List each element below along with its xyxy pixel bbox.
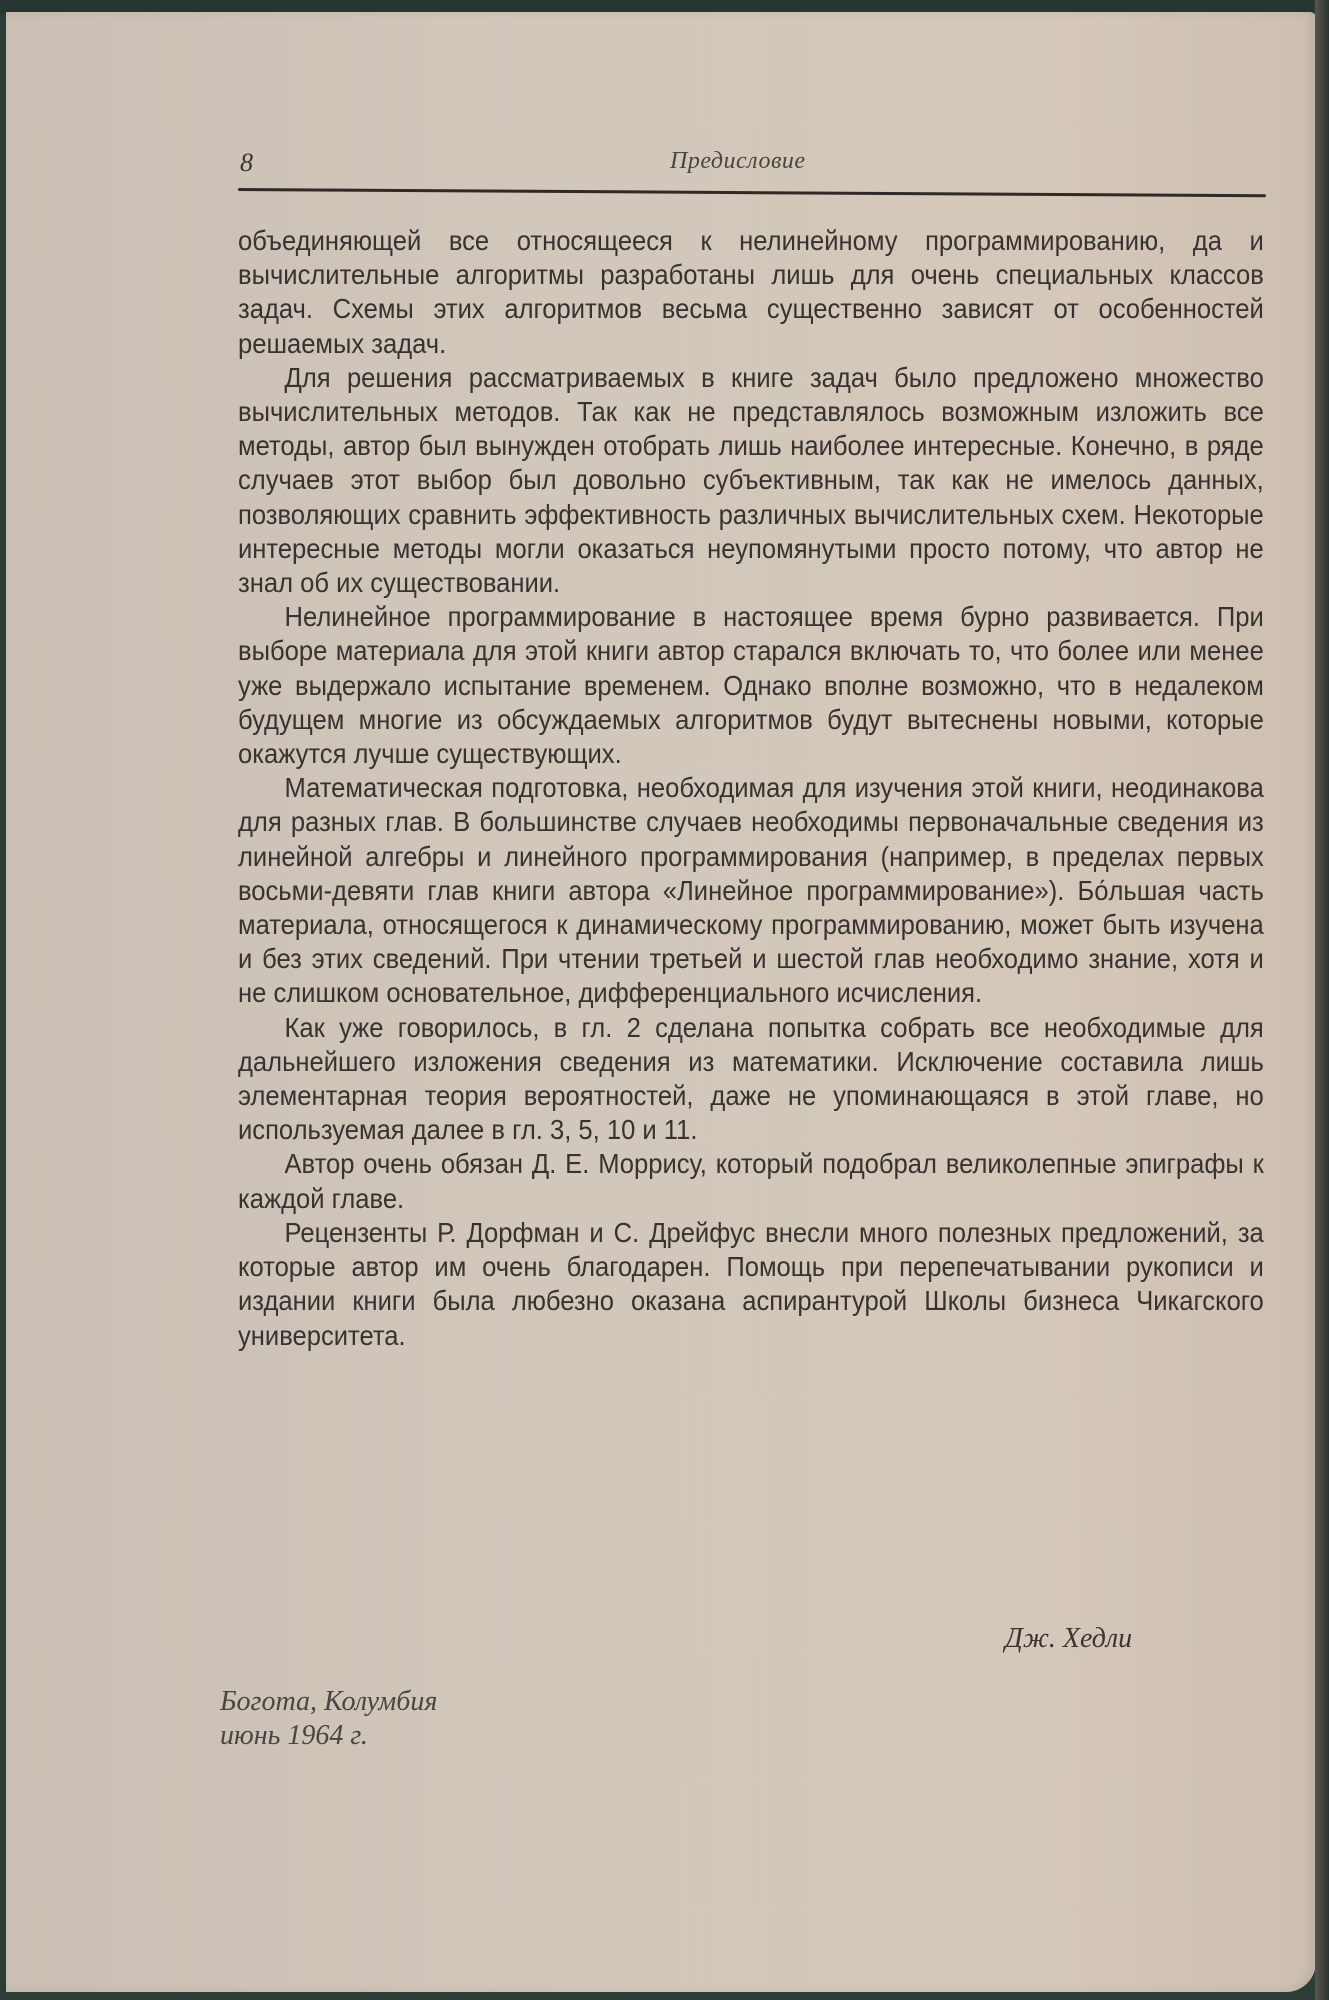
paragraph: Нелинейное программирование в настоящее время бурно развивается. При выборе материала для этой книги автор старался включать то, что более или менее уже выдержало испытание временем. Однако вполне возможно, что в недалеком будущем многие из обсуждаемых алгоритмов будут вытеснены новыми, которые окажутся лучше существующих. <box>238 601 1264 770</box>
date: июнь 1964 г. <box>220 1720 368 1751</box>
paragraph: Рецензенты Р. Дорфман и С. Дрейфус внесли много полезных предложений, за которые автор им очень благодарен. Помощь при перепечатывании рукописи и издании книги была любезно оказана аспирантурой Школы бизнеса Чикагского университета. <box>238 1216 1264 1351</box>
paragraph: Как уже говорилось, в гл. 2 сделана попытка собрать все необходимые для дальнейшего изложения сведения из математики. Исключение составила лишь элементарная теория вероятностей, даже не упоминающаяся в этой главе, но используемая далее в гл. 3, 5, 10 и 11. <box>238 1011 1264 1146</box>
paragraph: Математическая подготовка, необходимая для изучения этой книги, неодинакова для разных глав. В большинстве случаев необходимы первоначальные сведения из линейной алгебры и линейного программирования (например, в пределах первых восьми-девяти глав книги автора «Линейное программирование»). Бо́льшая часть материала, относящегося к динамическому программированию, может быть изучена и без этих сведений. При чтении третьей и шестой глав необходимо знание, хотя и не слишком основательное, дифференциального исчисления. <box>238 772 1264 1009</box>
page-number: 8 <box>240 148 253 177</box>
running-title: Предисловие <box>670 148 806 174</box>
place: Богота, Колумбия <box>220 1686 438 1717</box>
paragraph: объединяющей все относящееся к нелинейному программированию, да и вычислительные алгоритмы разработаны лишь для очень специальных классов задач. Схемы этих алгоритмов весьма существенно зависят от особенностей решаемых задач. <box>238 225 1264 359</box>
body-text <box>238 224 1264 1353</box>
book-cover-edge-right <box>1315 0 1329 2000</box>
paragraph: Для решения рассматриваемых в книге задач было предложено множество вычислительных методов. Так как не представлялось возможным изложить все методы, автор был вынужден отобрать лишь наиболее интересные. Конечно, в ряде случаев этот выбор был довольно субъективным, так как не имелось данных, позволяющих сравнить эффективность различных вычислительных схем. Некоторые интересные методы могли оказаться неупомянутыми просто потому, что автор не знал об их существовании. <box>238 361 1264 599</box>
author-signature: Дж. Хедли <box>1005 1623 1133 1654</box>
running-head <box>240 140 1265 180</box>
place-date <box>220 1685 437 1753</box>
paragraph: Автор очень обязан Д. Е. Моррису, который подобрал великолепные эпиграфы к каждой главе. <box>238 1148 1264 1214</box>
